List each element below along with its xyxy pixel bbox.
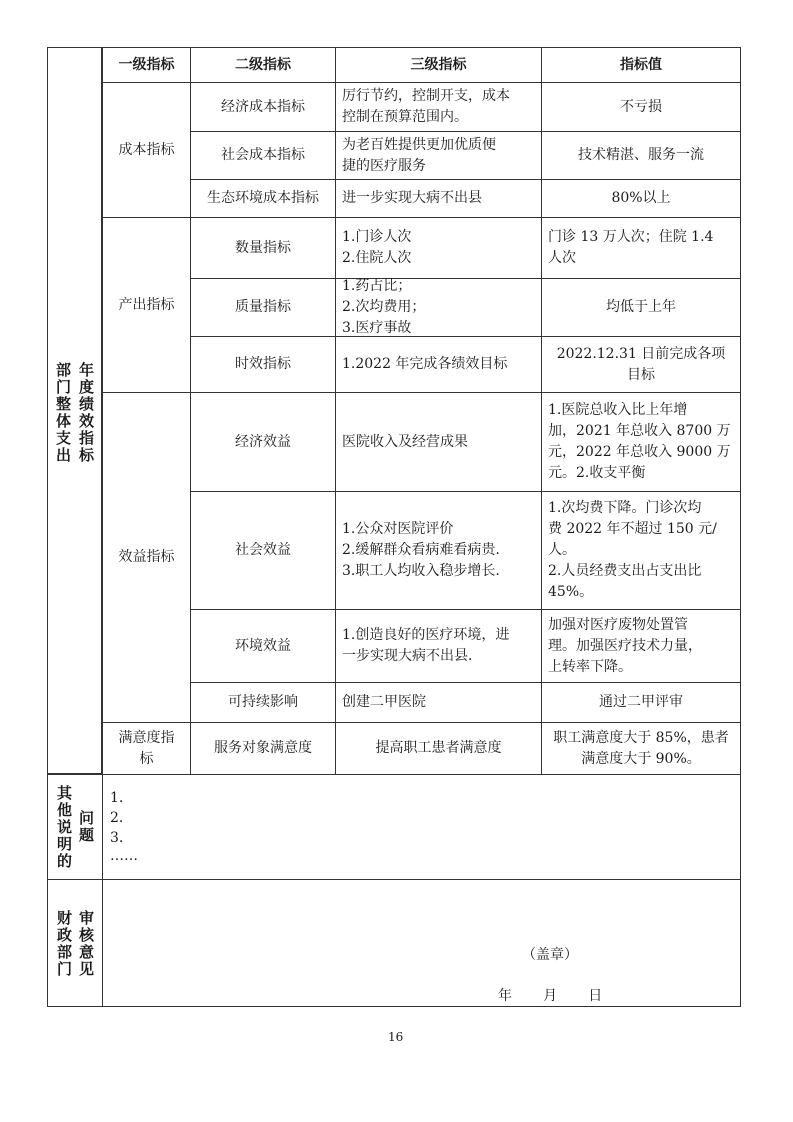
indicator-value-line: 加，2021 年总收入 8700 万 xyxy=(548,423,731,439)
indicator-value-line: 目标 xyxy=(627,366,655,383)
review-date: 年 月 日 xyxy=(498,988,603,1004)
third-level-indicator xyxy=(335,682,542,723)
indicator-value-line: 45%。 xyxy=(548,584,594,600)
second-level-indicator: 质量指标 xyxy=(190,278,336,337)
label-other-notes: 其他说明的 xyxy=(56,784,72,870)
indicator-value-line: 1.次均费下降。门诊次均 xyxy=(548,500,702,516)
group-output-indicators: 产出指标 xyxy=(102,217,191,393)
label-department-overall-spending: 部门整体支出 xyxy=(55,361,71,464)
indicator-value-line: 不亏损 xyxy=(620,98,662,115)
page-number: 16 xyxy=(388,1030,404,1044)
indicator-value xyxy=(541,82,741,132)
label-problems: 问题 xyxy=(78,809,94,844)
third-level-indicator xyxy=(335,179,542,218)
indicator-value xyxy=(541,722,741,775)
third-level-line: 为老百姓提供更加优质便 xyxy=(342,136,496,153)
note-item-3: 3. xyxy=(110,830,124,846)
third-level-indicator xyxy=(335,82,542,132)
third-level-line: 进一步实现大病不出县 xyxy=(342,190,482,206)
second-level-indicator: 社会成本指标 xyxy=(190,131,336,180)
seal-text: （盖章） xyxy=(522,947,578,963)
group-satisfaction-indicators: 满意度指 标 xyxy=(102,722,191,775)
indicator-value-line: 元。2.收支平衡 xyxy=(548,465,646,481)
other-notes-content-cell xyxy=(102,774,741,880)
group-benefit-indicators: 效益指标 xyxy=(102,392,191,723)
second-level-indicator: 环境效益 xyxy=(190,609,336,683)
note-item-ellipsis: …… xyxy=(110,848,138,864)
third-level-indicator xyxy=(335,278,542,337)
header-level1: 一级指标 xyxy=(102,47,191,83)
third-level-line: 3.职工人均收入稳步增长. xyxy=(342,563,500,579)
third-level-line: 1.门诊人次 xyxy=(342,229,412,245)
third-level-indicator xyxy=(335,722,542,775)
indicator-value-line: 人。 xyxy=(548,542,576,558)
indicator-value xyxy=(541,131,741,180)
third-level-line: 创建二甲医院 xyxy=(342,694,426,710)
label-review-opinion: 审核意见 xyxy=(78,909,94,978)
finance-review-content-cell xyxy=(102,879,741,1007)
third-level-indicator xyxy=(335,131,542,180)
third-level-line: 2.缓解群众看病难看病贵. xyxy=(342,542,500,558)
third-level-line: 2.次均费用； xyxy=(342,299,426,315)
second-level-indicator: 经济效益 xyxy=(190,392,336,492)
third-level-line: 1.创造良好的医疗环境，进 xyxy=(342,627,510,643)
third-level-line: 厉行节约，控制开支，成本 xyxy=(342,88,510,104)
indicator-value xyxy=(541,392,741,492)
indicator-value xyxy=(541,217,741,279)
indicator-value-line: 2.人员经费支出占支出比 xyxy=(548,563,702,579)
header-level2: 二级指标 xyxy=(190,47,336,83)
third-level-line: 3.医疗事故 xyxy=(342,320,412,336)
indicator-value xyxy=(541,609,741,683)
third-level-indicator xyxy=(335,217,542,279)
note-item-1: 1. xyxy=(110,790,124,806)
indicator-value xyxy=(541,336,741,393)
third-level-indicator xyxy=(335,336,542,393)
indicator-value-line: 技术精湛、服务一流 xyxy=(578,147,704,163)
indicator-value-line: 1.医院总收入比上年增 xyxy=(548,402,688,418)
group-cost-indicators: 成本指标 xyxy=(102,82,191,218)
header-indicator-value: 指标值 xyxy=(541,47,741,83)
third-level-indicator xyxy=(335,609,542,683)
header-level3: 三级指标 xyxy=(335,47,542,83)
indicator-value-line: 均低于上年 xyxy=(606,299,676,315)
third-level-line: 一步实现大病不出县. xyxy=(342,648,473,664)
second-level-indicator: 社会效益 xyxy=(190,491,336,610)
third-level-indicator xyxy=(335,392,542,492)
third-level-line: 1.公众对医院评价 xyxy=(342,521,454,537)
indicator-value-line: 加强对医疗废物处置管 xyxy=(548,616,688,633)
label-finance-department: 财政部门 xyxy=(56,909,72,978)
label-annual-performance-indicators: 年度绩效指标 xyxy=(78,361,94,464)
third-level-line: 提高职工患者满意度 xyxy=(375,740,502,756)
note-item-2: 2. xyxy=(110,810,124,826)
indicator-value xyxy=(541,278,741,337)
indicator-value-line: 人次 xyxy=(548,250,576,266)
indicator-value xyxy=(541,491,741,610)
indicator-value-line: 通过二甲评审 xyxy=(599,694,683,710)
second-level-indicator: 时效指标 xyxy=(190,336,336,393)
third-level-line: 捷的医疗服务 xyxy=(342,157,426,174)
indicator-value-line: 2022.12.31 日前完成各项 xyxy=(556,345,726,362)
indicator-value-line: 理。加强医疗技术力量， xyxy=(548,637,702,654)
second-level-indicator: 数量指标 xyxy=(190,217,336,279)
third-level-line: 1.2022 年完成各绩效目标 xyxy=(342,356,508,372)
indicator-value-line: 80%以上 xyxy=(611,190,671,206)
indicator-value-line: 元，2022 年总收入 9000 万 xyxy=(548,444,731,460)
indicator-value xyxy=(541,682,741,723)
third-level-line: 医院收入及经营成果 xyxy=(342,433,468,450)
indicator-value xyxy=(541,179,741,218)
indicator-value-line: 满意度大于 90%。 xyxy=(581,750,701,767)
second-level-indicator: 经济成本指标 xyxy=(190,82,336,132)
second-level-indicator: 服务对象满意度 xyxy=(190,722,336,775)
second-level-indicator: 可持续影响 xyxy=(190,682,336,723)
third-level-line: 控制在预算范围内。 xyxy=(342,109,468,125)
third-level-indicator xyxy=(335,491,542,610)
second-level-indicator: 生态环境成本指标 xyxy=(190,179,336,218)
indicator-value-line: 费 2022 年不超过 150 元/ xyxy=(548,521,717,537)
indicator-value-line: 门诊 13 万人次；住院 1.4 xyxy=(548,229,714,245)
indicator-value-line: 上转率下降。 xyxy=(548,658,632,675)
third-level-line: 1.药占比； xyxy=(342,278,412,294)
third-level-line: 2.住院人次 xyxy=(342,250,412,266)
indicator-value-line: 职工满意度大于 85%，患者 xyxy=(553,729,729,746)
